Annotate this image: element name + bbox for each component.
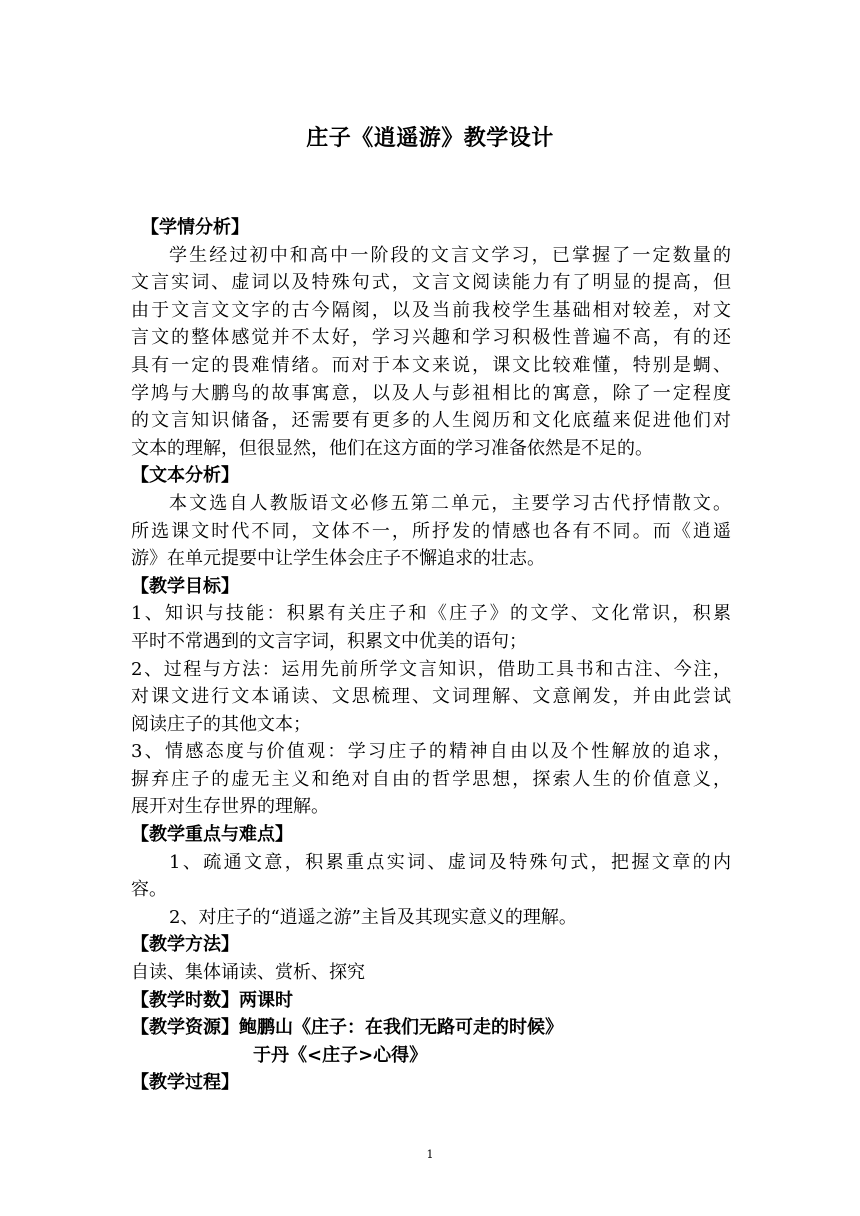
paragraph-line: 游》在单元提要中让学生体会庄子不懈追求的壮志。: [131, 548, 545, 570]
resource-item: 鲍鹏山《庄子：在我们无路可走的时候》: [239, 1017, 563, 1039]
paragraph-line: 阅读庄子的其他文本；: [131, 713, 311, 735]
paragraph-line: 展开对生存世界的理解。: [131, 796, 329, 818]
paragraph-line: 摒弃庄子的虚无主义和绝对自由的哲学思想，探索人生的价值意义，: [131, 768, 731, 790]
paragraph-line: 自读、集体诵读、赏析、探究: [131, 962, 365, 984]
paragraph-line: 文言实词、虚词以及特殊句式，文言文阅读能力有了明显的提高，但: [131, 272, 731, 294]
paragraph-line: 学生经过初中和高中一阶段的文言文学习，已掌握了一定数量的: [169, 244, 731, 266]
page-title: 庄子《逍遥游》教学设计: [306, 126, 554, 151]
section-heading-fangfa: 【教学方法】: [131, 934, 239, 956]
paragraph-line: 本文选自人教版语文必修五第二单元，主要学习古代抒情散文。: [169, 492, 731, 514]
paragraph-line: 容。: [131, 879, 167, 901]
paragraph-line: 2、对庄子的“逍遥之游”主旨及其现实意义的理解。: [169, 906, 577, 928]
paragraph-line: 由于文言文文字的古今隔阂，以及当前我校学生基础相对较差，对文: [131, 299, 731, 321]
paragraph-line: 2、过程与方法：运用先前所学文言知识，借助工具书和古注、今注，: [131, 658, 731, 680]
paragraph-line: 言文的整体感觉并不太好，学习兴趣和学习积极性普遍不高，有的还: [131, 327, 731, 349]
resource-item: 于丹《<庄子>心得》: [253, 1044, 428, 1066]
paragraph-line: 平时不常遇到的文言字词，积累文中优美的语句；: [131, 630, 527, 652]
paragraph-line: 1、疏通文意，积累重点实词、虚词及特殊句式，把握文章的内: [169, 851, 731, 873]
paragraph-line: 对课文进行文本诵读、文思梳理、文词理解、文意阐发，并由此尝试: [131, 686, 731, 708]
paragraph-line: 3、情感态度与价值观：学习庄子的精神自由以及个性解放的追求，: [131, 741, 731, 763]
paragraph-line: 学鸠与大鹏鸟的故事寓意，以及人与彭祖相比的寓意，除了一定程度: [131, 382, 731, 404]
section-heading-wenben: 【文本分析】: [131, 465, 239, 487]
section-heading-mubiao: 【教学目标】: [131, 575, 239, 597]
section-heading-xueqing: 【学情分析】: [141, 217, 249, 238]
paragraph-line: 具有一定的畏难情绪。而对于本文来说，课文比较难懂，特别是蜩、: [131, 354, 731, 376]
paragraph-line: 所选课文时代不同，文体不一，所抒发的情感也各有不同。而《逍遥: [131, 520, 731, 542]
paragraph-line: 1、知识与技能：积累有关庄子和《庄子》的文学、文化常识，积累: [131, 603, 731, 625]
teaching-resources-row: [131, 1014, 731, 1042]
section-heading-zhongdian: 【教学重点与难点】: [131, 824, 293, 846]
section-heading-guocheng: 【教学过程】: [131, 1072, 239, 1094]
teaching-hours-value: 两课时: [239, 989, 293, 1011]
page-number: 1: [426, 1148, 434, 1161]
section-heading-shishu: 【教学时数】: [131, 989, 239, 1011]
paragraph-line: 的文言知识储备，还需要有更多的人生阅历和文化底蕴来促进他们对: [131, 410, 731, 432]
document-body: [131, 214, 731, 1097]
paragraph-line: 文本的理解，但很显然，他们在这方面的学习准备依然是不足的。: [131, 437, 653, 459]
teaching-hours-row: [131, 987, 731, 1015]
section-heading-ziyuan: 【教学资源】: [131, 1017, 239, 1039]
